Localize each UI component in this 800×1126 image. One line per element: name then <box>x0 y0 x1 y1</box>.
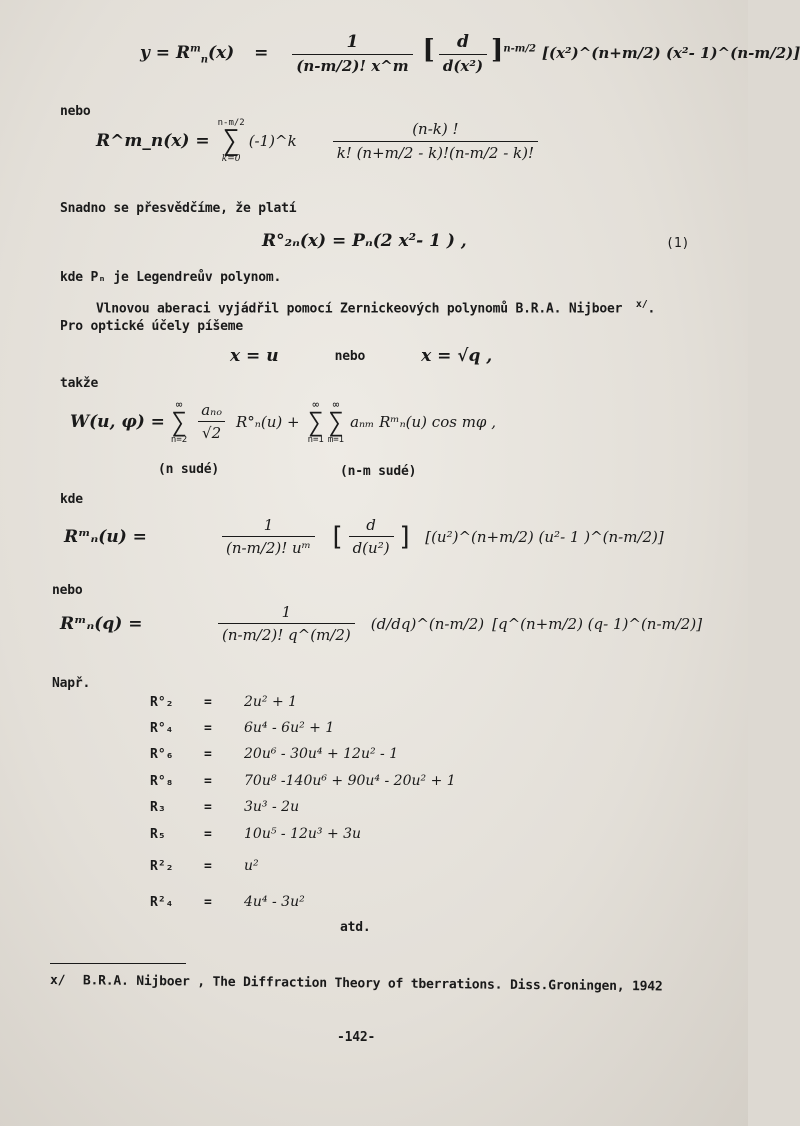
eq-xu-nebo: nebo <box>334 348 366 364</box>
eq-W-sum3-bottom: m=1 <box>327 435 345 445</box>
example-rhs: 3u³ - 2u <box>244 799 300 815</box>
eq-Ru-lhs: Rᵐₙ(u) = <box>64 526 147 547</box>
example-lhs: R²₂ <box>150 858 174 874</box>
example-eq: = <box>204 773 212 789</box>
paragraph-1: Vlnovou aberaci vyjádřil pomocí Zernickeových polynomů B.R.A. Nijboer $^{x/}$. <box>96 299 656 317</box>
eq-W-term1: R°ₙ(u) + <box>236 412 300 431</box>
example-rhs: 70u⁸ -140u⁶ + 90u⁴ - 20u² + 1 <box>244 773 456 789</box>
example-eq: = <box>204 858 212 874</box>
example-row <box>150 746 398 762</box>
example-lhs: R°₂ <box>150 694 174 710</box>
page-number: -142- <box>337 1030 376 1045</box>
sigma-icon: ∑ <box>307 408 324 438</box>
example-lhs: R²₄ <box>150 894 174 910</box>
example-row <box>150 773 456 789</box>
eq-Rq-frac-num: 1 <box>281 603 292 621</box>
example-rhs: 6u⁴ - 6u² + 1 <box>244 720 335 736</box>
eq-W-fraction <box>197 401 226 442</box>
footnote <box>50 973 663 994</box>
nebo-1: nebo <box>60 104 91 119</box>
example-lhs: R₅ <box>150 826 166 842</box>
eq-top-lhs: y = R <box>140 43 191 63</box>
eq-top-bracket-frac <box>439 32 487 75</box>
example-rhs: u² <box>244 858 259 874</box>
eq-top-equals: = <box>254 43 269 63</box>
eq-Ru-bracket-open: [ <box>328 521 345 552</box>
example-lhs: R₃ <box>150 799 166 815</box>
equation-1-number: (1) <box>666 236 690 251</box>
example-rhs: 10u⁵ - 12u³ + 3u <box>244 826 362 842</box>
example-eq: = <box>204 894 212 910</box>
eq-W-sum3 <box>328 398 344 445</box>
atd: atd. <box>340 920 371 935</box>
example-rhs: 20u⁶ - 30u⁴ + 12u² - 1 <box>244 746 399 762</box>
eq-Ru-fraction <box>222 516 315 557</box>
eq-Rq-fraction <box>218 603 355 644</box>
example-eq: = <box>204 826 212 842</box>
example-eq: = <box>204 746 212 762</box>
example-row <box>150 858 259 874</box>
takze: takže <box>60 376 99 391</box>
eq-top-frac-num: 1 <box>346 32 359 52</box>
eq-top-lhs-sub: n <box>200 54 208 66</box>
napr: Např. <box>52 676 91 691</box>
eq-top-bracket-den: d(x²) <box>439 54 487 75</box>
example-row <box>150 694 297 710</box>
eq-W-frac-num: aₙₒ <box>201 401 222 419</box>
eq-sum1-sigma <box>218 118 245 164</box>
eq-W-frac-den: √2 <box>198 421 225 442</box>
footnote-divider <box>50 963 186 964</box>
eq-top-frac-den: (n-m/2)! x^m <box>292 54 412 75</box>
eq-top-bracket-close: ] <box>491 35 504 65</box>
example-eq: = <box>204 799 212 815</box>
eq-top-arg: (x) <box>207 43 235 63</box>
eq-Rq-deriv: (d/dq)^(n-m/2) <box>370 614 485 633</box>
eq-Ru-bracket-frac <box>349 516 394 557</box>
eq-sum1-sum-bottom: k=0 <box>221 154 241 164</box>
equation-1: R°₂ₙ(x) = Pₙ(2 x²- 1 ) , <box>262 231 467 251</box>
eq-Ru-bracket-den: d(u²) <box>349 536 394 557</box>
eq-Ru-bracket-num: d <box>366 516 376 534</box>
example-row <box>150 720 334 736</box>
footnote-text: B.R.A. Nijboer , The Diffraction Theory of tberrations. Diss.Groningen, 1942 <box>82 973 663 995</box>
kde-2: kde <box>60 492 83 507</box>
eq-top-lhs-sup: m <box>190 43 201 55</box>
eq-W-sum3-top: ∞ <box>332 398 340 411</box>
example-row <box>150 894 305 910</box>
eq-top-fraction <box>292 32 412 75</box>
example-lhs: R°₄ <box>150 720 174 736</box>
paragraph-1-text: Vlnovou aberaci vyjádřil pomocí Zernickeových polynomů B.R.A. Nijboer <box>96 301 623 317</box>
eq-top-bracket-exp: n-m/2 <box>503 43 536 55</box>
eq-sum1-fraction <box>333 120 538 162</box>
eq-sum1-den: k! (n+m/2 - k)!(n-m/2 - k)! <box>333 141 538 162</box>
sigma-icon: ∑ <box>171 408 187 438</box>
eq-sum1-term: (-1)^k <box>248 132 297 150</box>
eq-top-bracket-open: [ <box>422 35 435 65</box>
eq-sum1-num: (n-k) ! <box>412 120 459 138</box>
footnote-mark: x/ <box>49 973 66 989</box>
eq-Ru-frac-den: (n-m/2)! uᵐ <box>222 536 315 557</box>
example-lhs: R°₆ <box>150 746 174 762</box>
note-n-sude: (n sudé) <box>158 462 220 477</box>
eq-sum1-sum-top: n-m/2 <box>217 118 245 128</box>
eq-W-sum1 <box>171 398 187 445</box>
eq-top-tail: [(x²)^(n+m/2) (x²- 1)^(n-m/2)] <box>541 44 800 62</box>
eq-W-sum1-bottom: n=2 <box>170 435 188 445</box>
sigma-icon: ∑ <box>328 408 344 438</box>
example-row <box>150 799 299 815</box>
example-row <box>150 826 361 842</box>
line-kde-pn: kde Pₙ je Legendreův polynom. <box>60 270 282 285</box>
eq-W-sum2-bottom: n=1 <box>307 435 324 445</box>
line-snadno: Snadno se přesvědčíme, že platí <box>60 201 297 216</box>
paragraph-2: Pro optické účely píšeme <box>60 319 244 334</box>
footnote-ref: x/ <box>635 299 648 310</box>
equation-W <box>70 398 496 445</box>
eq-Rq-frac-den: (n-m/2)! q^(m/2) <box>218 623 355 644</box>
example-rhs: 4u⁴ - 3u² <box>244 894 305 910</box>
eq-sum1-lhs: R^m_n(x) = <box>96 131 210 151</box>
eq-xu-left: x = u <box>230 346 279 366</box>
equation-sum1 <box>96 118 542 164</box>
example-eq: = <box>204 694 212 710</box>
note-nm-sude: (n-m sudé) <box>340 464 417 479</box>
equation-xu <box>230 346 492 366</box>
example-eq: = <box>204 720 212 736</box>
eq-Ru-bracket-close: ] <box>397 521 414 552</box>
equation-top <box>140 32 800 75</box>
eq-W-sum2 <box>308 398 324 445</box>
eq-Ru-tail: [(u²)^(n+m/2) (u²- 1 )^(n-m/2)] <box>425 527 664 546</box>
equation-Rq <box>60 603 702 644</box>
sigma-icon: ∑ <box>222 124 240 157</box>
eq-W-sum1-top: ∞ <box>175 398 183 411</box>
equation-Ru <box>64 516 664 557</box>
eq-W-term2: aₙₘ Rᵐₙ(u) cos mφ , <box>350 412 496 431</box>
nebo-2: nebo <box>52 583 83 598</box>
example-lhs: R°₈ <box>150 773 174 789</box>
eq-xu-right: x = √q , <box>421 346 493 366</box>
eq-Rq-tail: [q^(n+m/2) (q- 1)^(n-m/2)] <box>492 614 703 633</box>
example-rhs: 2u² + 1 <box>244 694 298 710</box>
eq-top-bracket-num: d <box>457 32 469 52</box>
eq-W-lhs: W(u, φ) = <box>70 411 165 432</box>
eq-Ru-frac-num: 1 <box>263 516 274 534</box>
eq-Rq-lhs: Rᵐₙ(q) = <box>60 613 143 634</box>
eq-W-sum2-top: ∞ <box>312 398 320 411</box>
